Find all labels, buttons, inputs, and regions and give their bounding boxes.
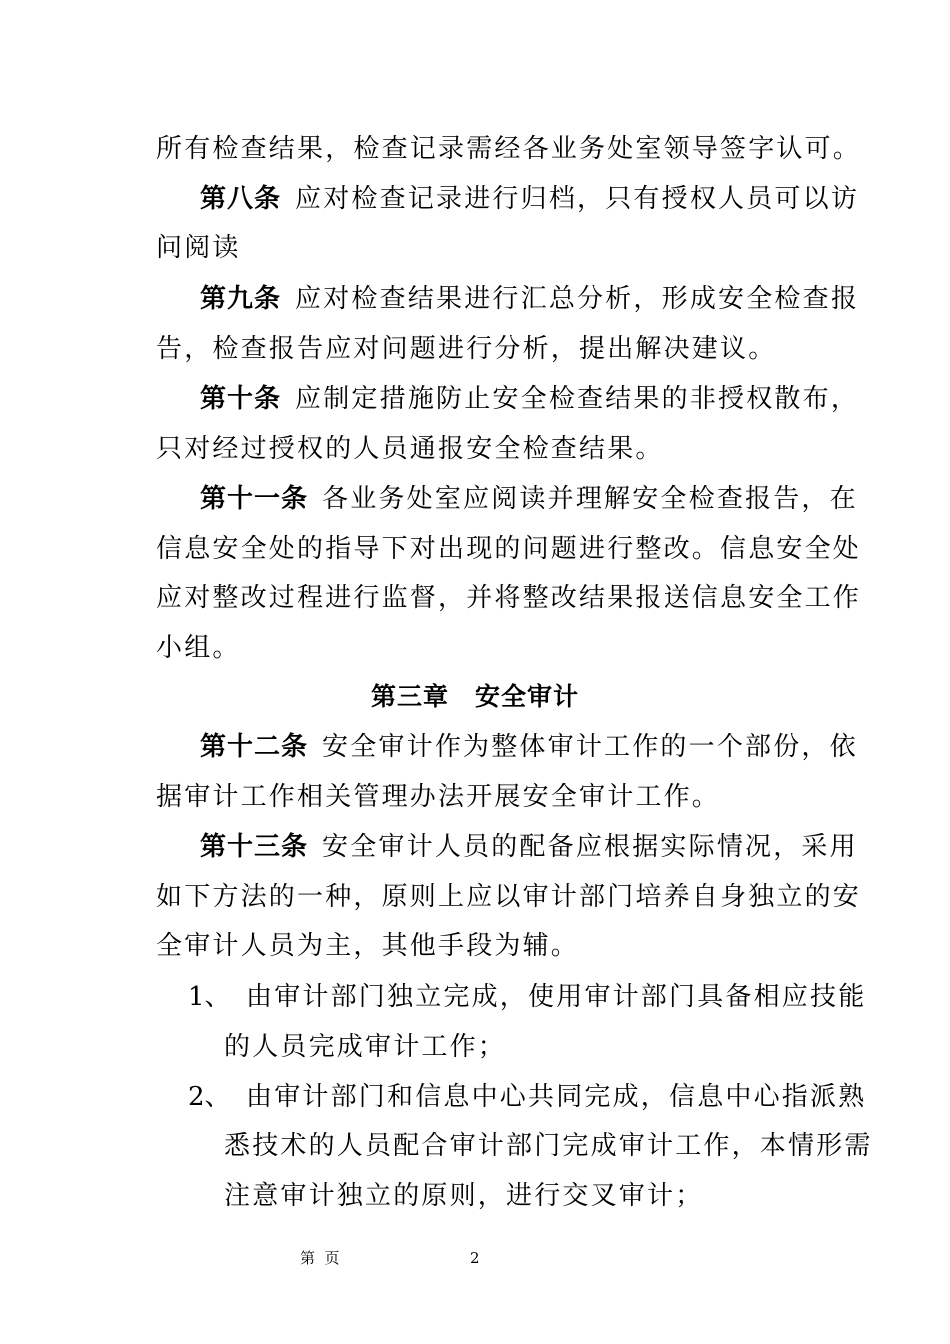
list-number: 2、 xyxy=(188,1082,231,1112)
list-item-line-3: 注意审计独立的原则，进行交叉审计； xyxy=(224,1181,704,1211)
footer-page-label: 第 页 xyxy=(300,1249,340,1267)
list-item: 1、 由审计部门独立完成，使用审计部门具备相应技能 xyxy=(188,982,867,1012)
chapter-number: 第三章 xyxy=(370,682,449,711)
article-label: 第十一条 xyxy=(200,484,309,514)
article-10: 第十条 应制定措施防止安全检查结果的非授权散布， xyxy=(200,384,860,414)
article-8: 第八条 应对检查记录进行归档，只有授权人员可以访 xyxy=(200,184,860,214)
article-label: 第十条 xyxy=(200,384,282,414)
article-11-line-3: 应对整改过程进行监督，并将整改结果报送信息安全工作 xyxy=(156,583,862,613)
article-label: 第十二条 xyxy=(200,732,309,762)
article-10-line-2: 只对经过授权的人员通报安全检查结果。 xyxy=(156,434,664,464)
paragraph-continuation: 所有检查结果，检查记录需经各业务处室领导签字认可。 xyxy=(156,134,862,164)
article-13: 第十三条 安全审计人员的配备应根据实际情况，采用 xyxy=(200,832,858,862)
article-label: 第八条 xyxy=(200,184,282,214)
list-number: 1、 xyxy=(188,982,231,1012)
article-label: 第九条 xyxy=(200,284,282,314)
article-11-line-4: 小组。 xyxy=(156,633,241,663)
article-8-line-2: 问阅读 xyxy=(156,233,241,263)
article-11-line-2: 信息安全处的指导下对出现的问题进行整改。信息安全处 xyxy=(156,534,862,564)
article-12: 第十二条 安全审计作为整体审计工作的一个部份，依 xyxy=(200,732,858,762)
article-12-line-2: 据审计工作相关管理办法开展安全审计工作。 xyxy=(156,782,721,812)
article-13-line-2: 如下方法的一种，原则上应以审计部门培养自身独立的安 xyxy=(156,882,862,912)
footer-page-number: 2 xyxy=(470,1249,480,1267)
article-label: 第十三条 xyxy=(200,832,309,862)
chapter-heading xyxy=(0,680,950,714)
list-item-line-2: 的人员完成审计工作； xyxy=(224,1032,507,1062)
chapter-title: 安全审计 xyxy=(475,682,580,711)
article-9: 第九条 应对检查结果进行汇总分析，形成安全检查报 xyxy=(200,284,860,314)
article-13-line-3: 全审计人员为主，其他手段为辅。 xyxy=(156,931,580,961)
list-item-line-2: 悉技术的人员配合审计部门完成审计工作，本情形需 xyxy=(224,1131,873,1161)
article-9-line-2: 告，检查报告应对问题进行分析，提出解决建议。 xyxy=(156,334,777,364)
article-11: 第十一条 各业务处室应阅读并理解安全检查报告，在 xyxy=(200,484,858,514)
list-item: 2、 由审计部门和信息中心共同完成，信息中心指派熟 xyxy=(188,1082,867,1112)
